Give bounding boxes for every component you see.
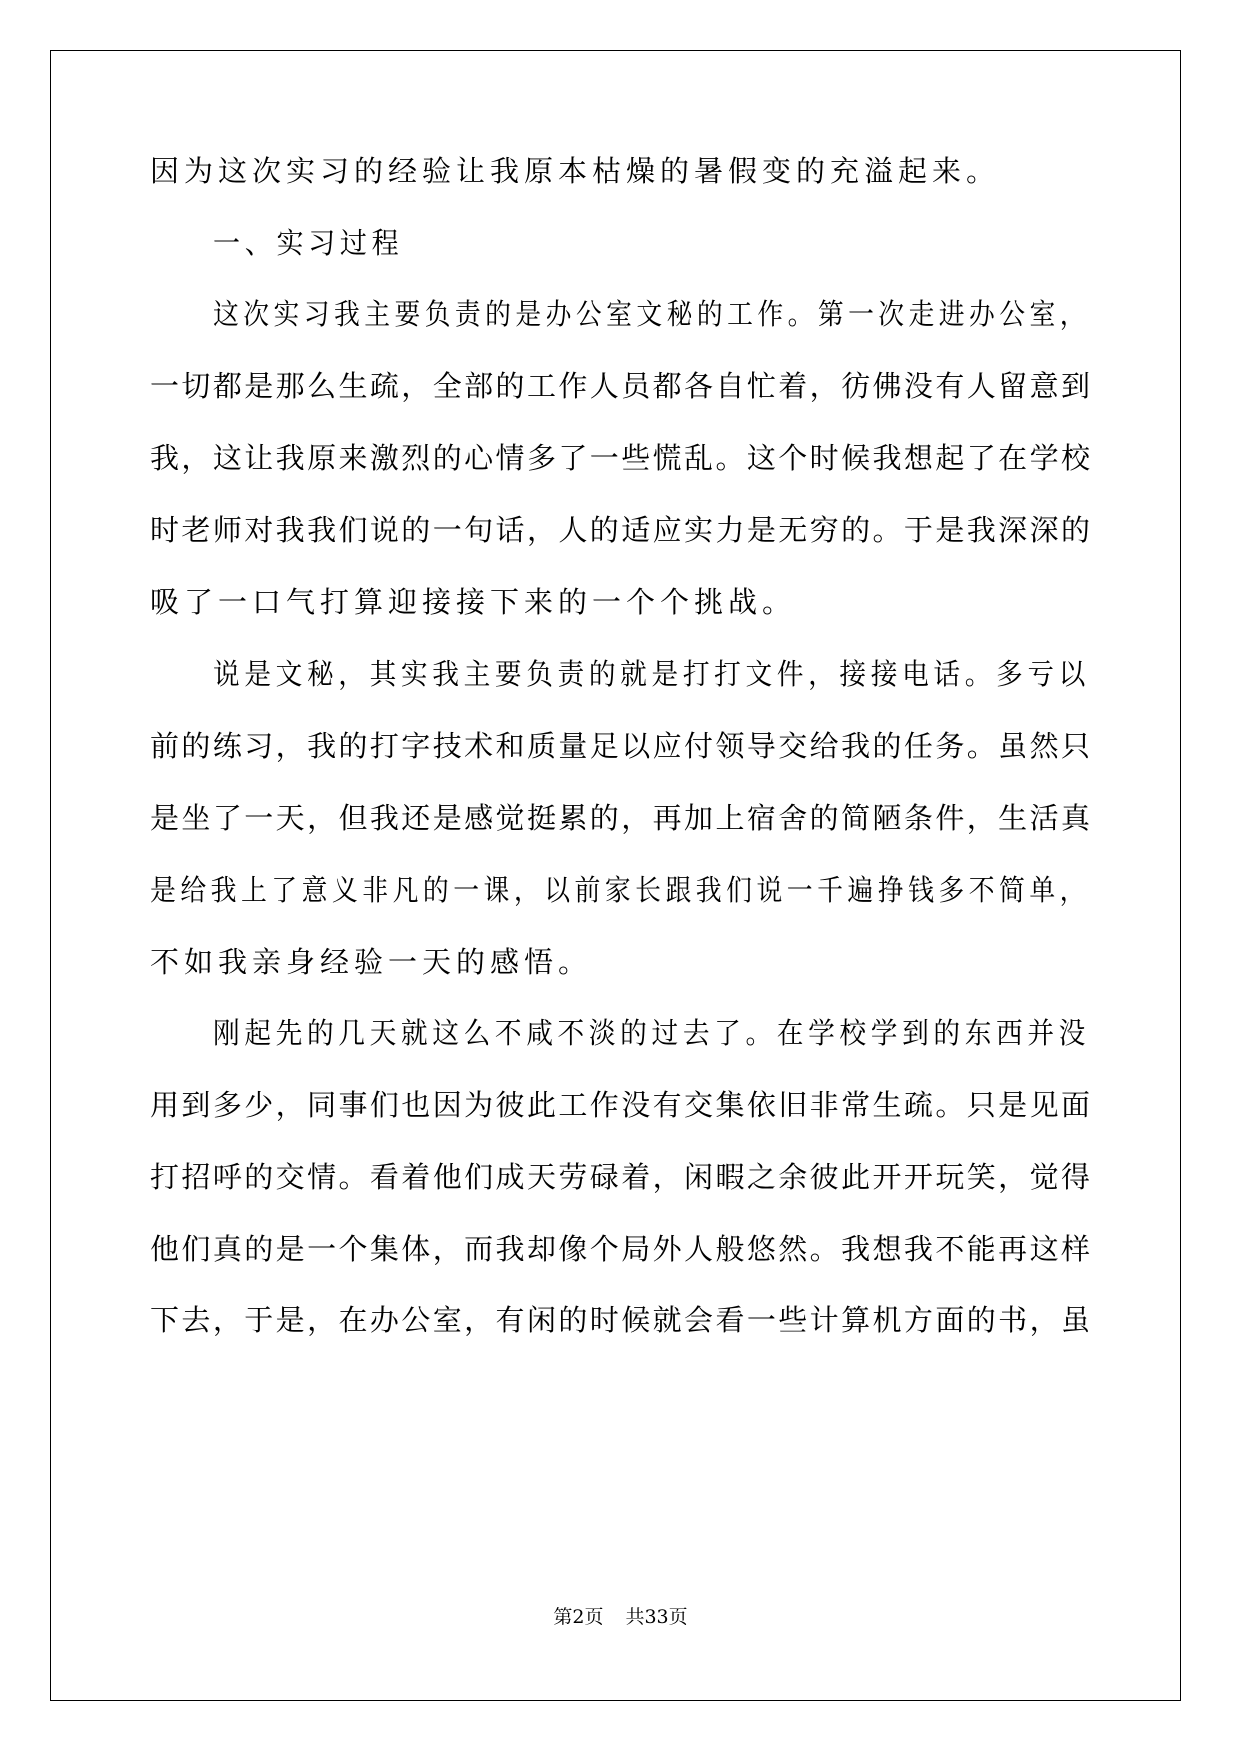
text-line-11: 是给我上了意义非凡的一课，以前家长跟我们说一千遍挣钱多不简单， xyxy=(150,873,1091,907)
text-line-15: 打招呼的交情。看着他们成天劳碌着，闲暇之余彼此开开玩笑，觉得 xyxy=(150,1160,1090,1194)
text-line-14: 用到多少，同事们也因为彼此工作没有交集依旧非常生疏。只是见面 xyxy=(150,1088,1090,1122)
text-line-12: 不如我亲身经验一天的感悟。 xyxy=(150,945,593,979)
page-total: 共33页 xyxy=(625,1606,688,1628)
text-line-3: 这次实习我主要负责的是办公室文秘的工作。第一次走进办公室， xyxy=(213,297,1091,331)
text-line-17: 下去，于是，在办公室，有闲的时候就会看一些计算机方面的书，虽 xyxy=(150,1303,1090,1337)
page-number: 第2页 xyxy=(553,1606,604,1628)
text-line-8: 说是文秘，其实我主要负责的就是打打文件，接接电话。多亏以 xyxy=(213,657,1091,691)
text-line-16: 他们真的是一个集体，而我却像个局外人般悠然。我想我不能再这样 xyxy=(150,1232,1090,1266)
text-line-5: 我，这让我原来激烈的心情多了一些慌乱。这个时候我想起了在学校 xyxy=(150,441,1090,475)
text-line-9: 前的练习，我的打字技术和质量足以应付领导交给我的任务。虽然只 xyxy=(150,729,1090,763)
text-line-1: 因为这次实习的经验让我原本枯燥的暑假变的充溢起来。 xyxy=(150,154,1001,188)
section-heading: 一、实习过程 xyxy=(213,226,404,260)
page-footer xyxy=(0,1605,1241,1629)
text-line-6: 时老师对我我们说的一句话，人的适应实力是无穷的。于是我深深的 xyxy=(150,513,1090,547)
text-line-13: 刚起先的几天就这么不咸不淡的过去了。在学校学到的东西并没 xyxy=(213,1016,1091,1050)
text-line-10: 是坐了一天，但我还是感觉挺累的，再加上宿舍的简陋条件，生活真 xyxy=(150,801,1090,835)
text-line-4: 一切都是那么生疏，全部的工作人员都各自忙着，彷佛没有人留意到 xyxy=(150,369,1090,403)
text-line-7: 吸了一口气打算迎接接下来的一个个挑战。 xyxy=(150,585,797,619)
